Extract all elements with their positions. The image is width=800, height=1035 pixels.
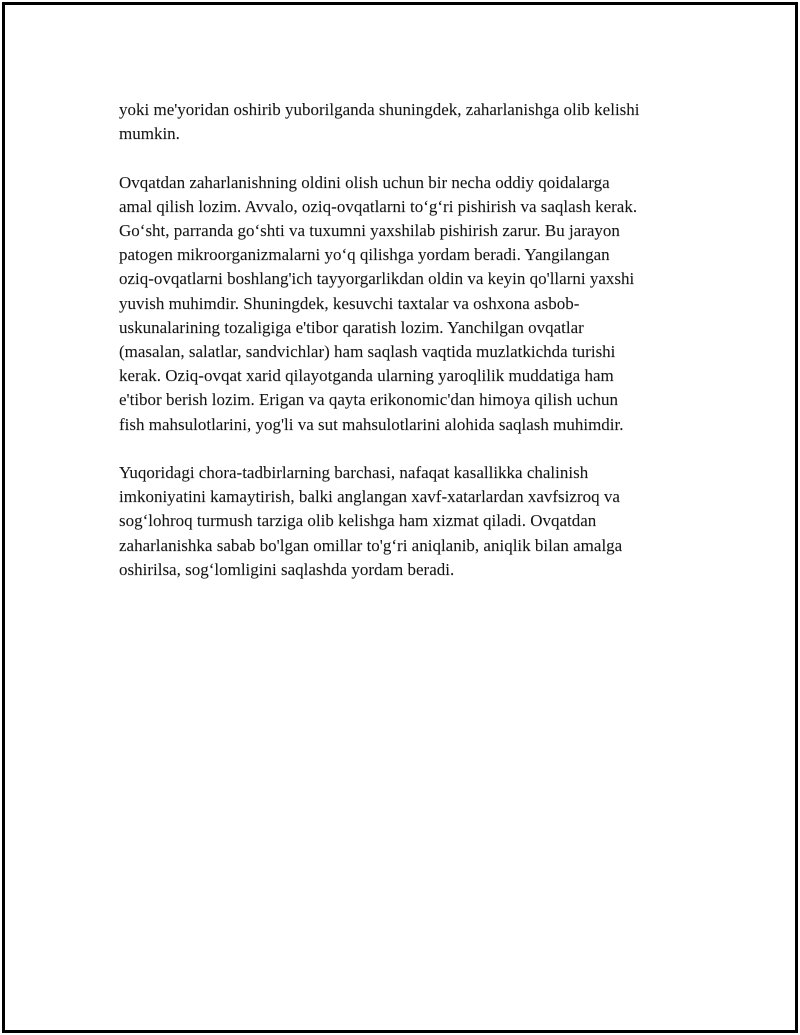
text-line: amal qilish lozim. Avvalo, oziq-ovqatlarni to‘g‘ri pishirish va saqlash kerak. (119, 196, 638, 216)
text-line: Ovqatdan zaharlanishning oldini olish uchun bir necha oddiy qoidalarga (119, 172, 610, 192)
page-border (2, 2, 798, 1033)
text-line: e'tibor berish lozim. Erigan va qayta erikonomic'dan himoya qilish uchun (119, 390, 619, 410)
paragraph-2 (119, 171, 699, 437)
text-line: yuvish muhimdir. Shuningdek, kesuvchi taxtalar va oshxona asbob- (119, 293, 580, 313)
document-body (119, 98, 699, 606)
text-line: oziq-ovqatlarni boshlang'ich tayyorgarlikdan oldin va keyin qo'llarni yaxshi (119, 269, 635, 289)
text-line: imkoniyatini kamaytirish, balki anglangan xavf-xatarlardan xavfsizroq va (119, 487, 620, 507)
text-line: sog‘lohroq turmush tarziga olib kelishga ham xizmat qiladi. Ovqatdan (119, 511, 597, 531)
text-line: patogen mikroorganizmalarni yo‘q qilishga yordam beradi. Yangilangan (119, 245, 610, 265)
text-line: oshirilsa, sog‘lomligini saqlashda yordam beradi. (119, 559, 455, 579)
text-line: fish mahsulotlarini, yog'li va sut mahsulotlarini alohida saqlash muhimdir. (119, 414, 624, 434)
text-line: zaharlanishka sabab bo'lgan omillar to'g‘ri aniqlanib, aniqlik bilan amalga (119, 535, 623, 555)
paragraph-1 (119, 98, 699, 146)
text-line: (masalan, salatlar, sandvichlar) ham saqlash vaqtida muzlatkichda turishi (119, 342, 616, 362)
text-line: yoki me'yoridan oshirib yuborilganda shuningdek, zaharlanishga olib kelishi (119, 100, 640, 119)
text-line: kerak. Oziq-ovqat xarid qilayotganda ularning yaroqlilik muddatiga ham (119, 366, 614, 386)
paragraph-3 (119, 461, 699, 582)
text-line: uskunalarining tozaligiga e'tibor qaratish lozim. Yanchilgan ovqatlar (119, 317, 584, 337)
text-line: mumkin. (119, 124, 180, 144)
text-line: Go‘sht, parranda go‘shti va tuxumni yaxshilab pishirish zarur. Bu jarayon (119, 221, 620, 240)
text-line: Yuqoridagi chora-tadbirlarning barchasi, nafaqat kasallikka chalinish (119, 463, 589, 483)
